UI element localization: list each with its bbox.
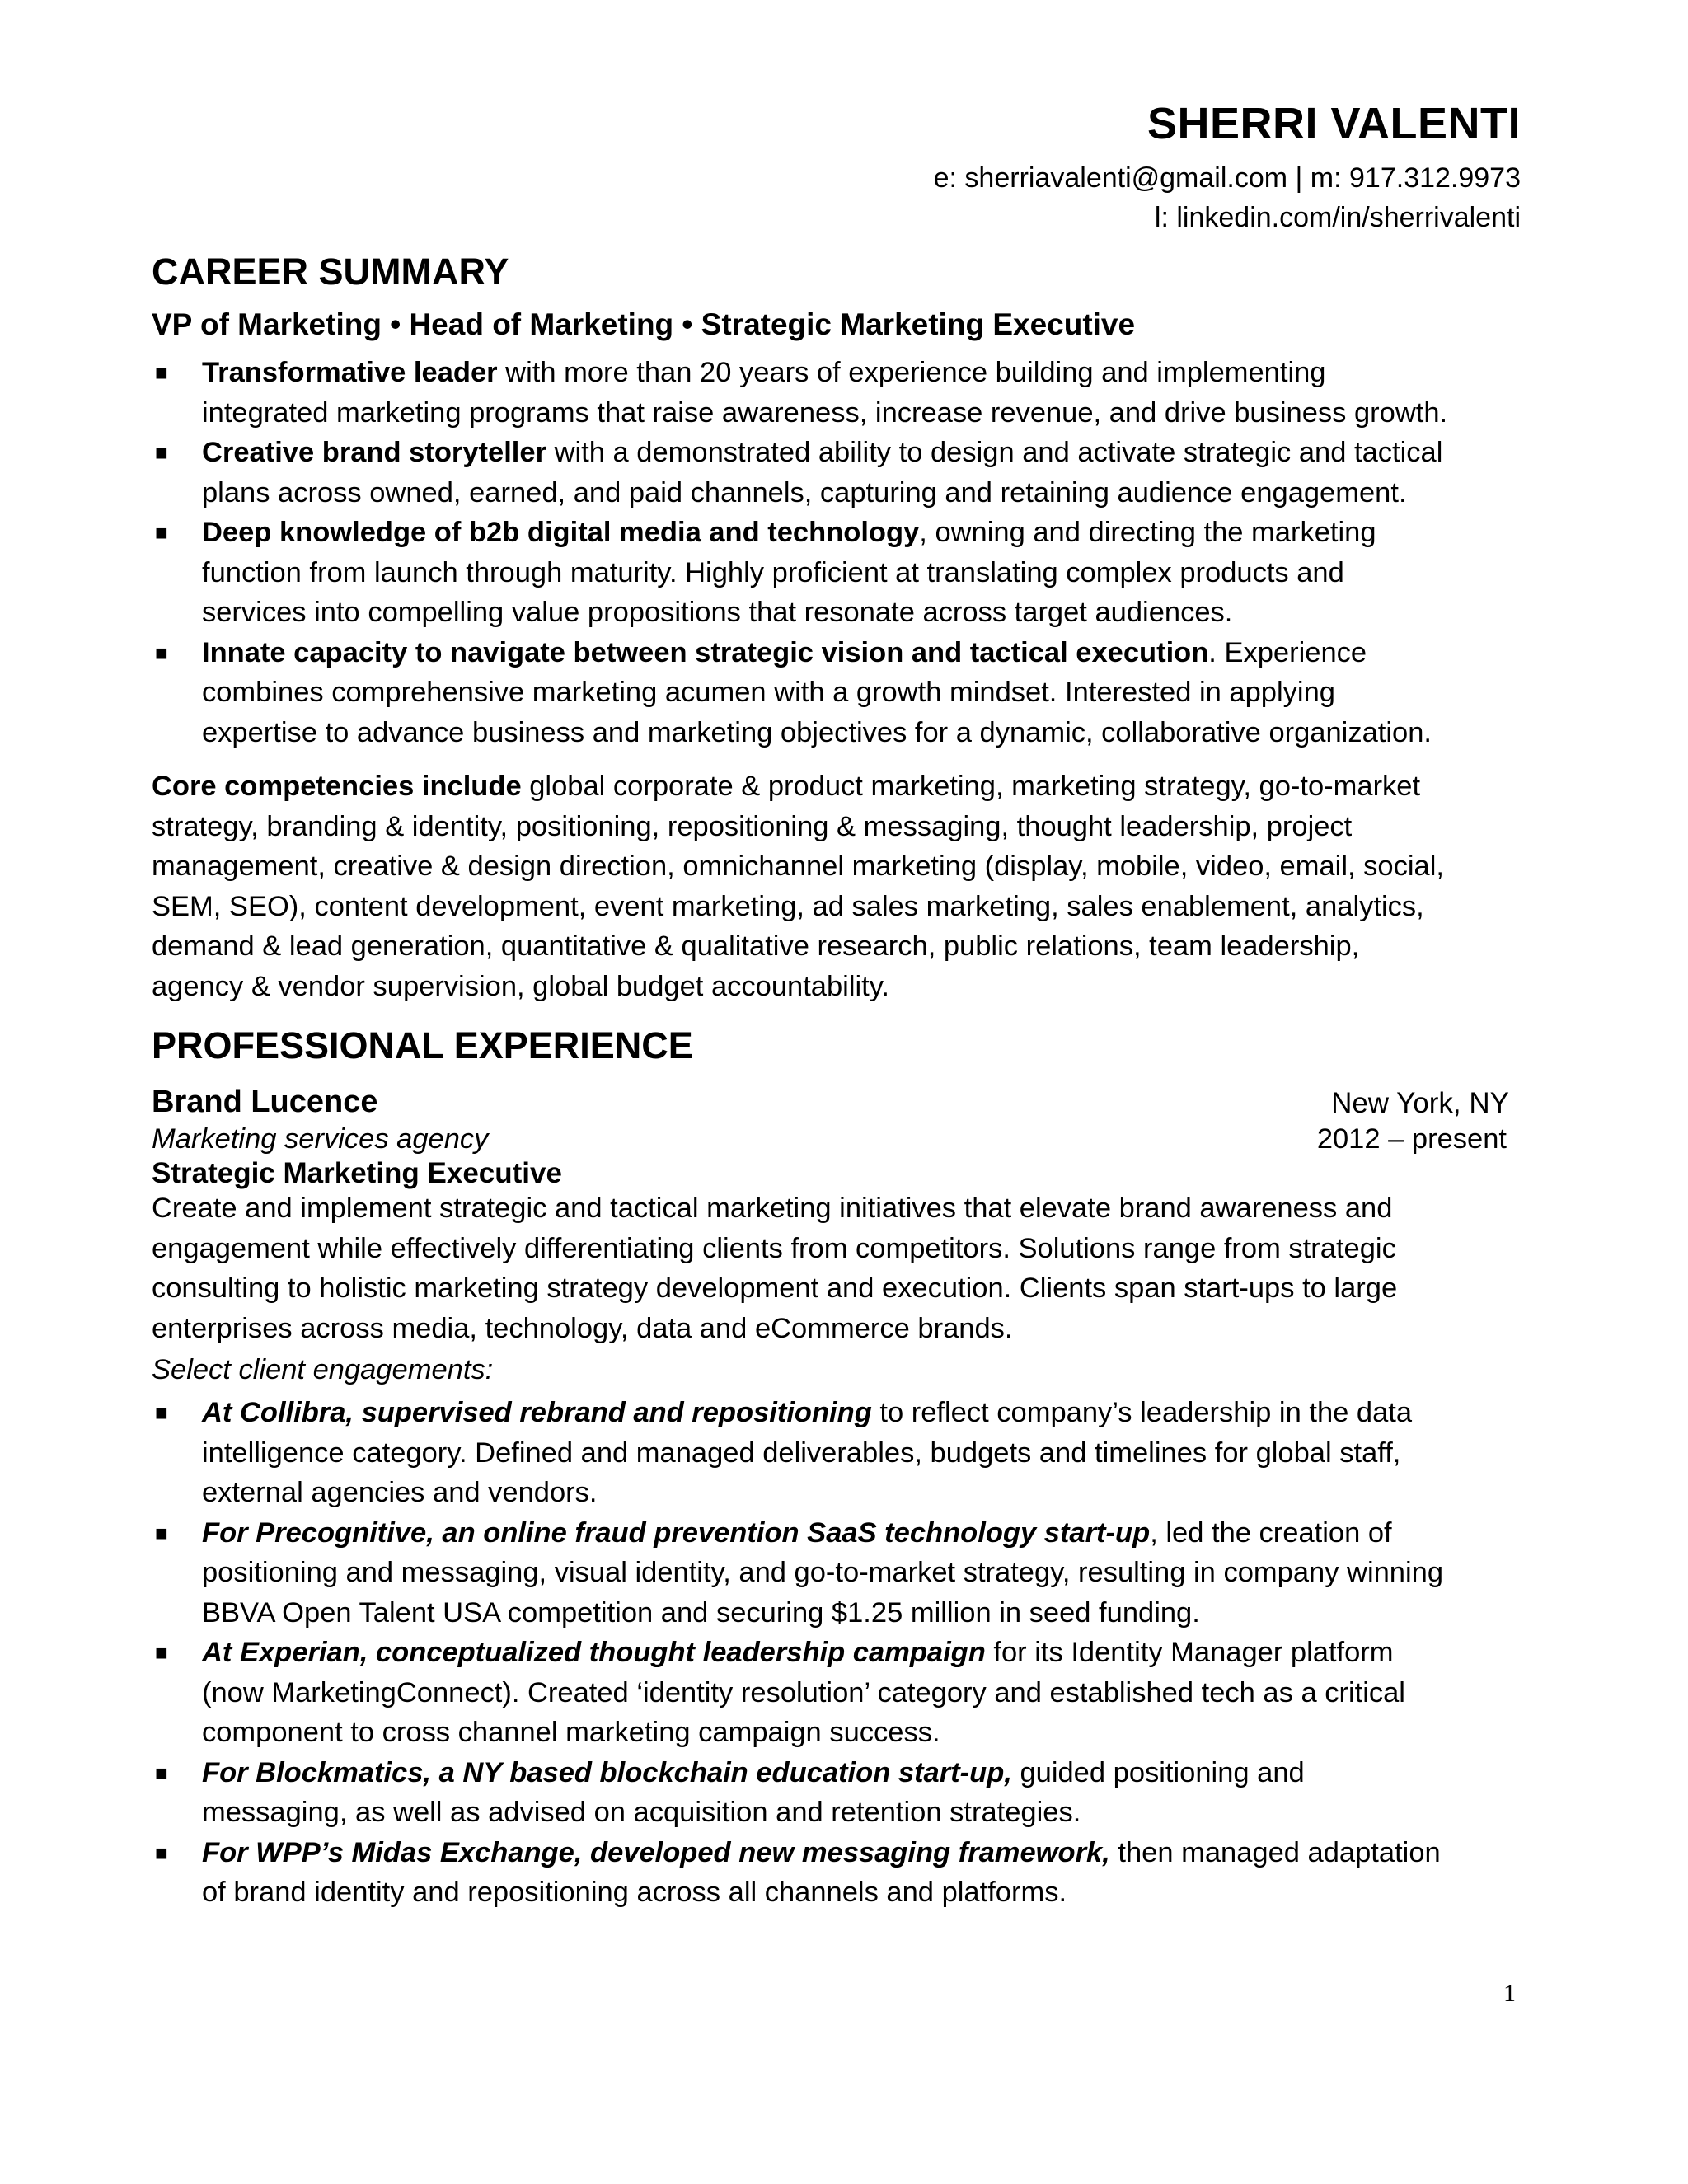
core-competencies: Core competencies include global corporate & product marketing, marketing strategy, go-to-market strategy, branding & identity, positioning, repositioning & messaging, thought leadership, project management, creative & design direction, omnichannel marketing (display, mobile, video, email, social, SEM, SEO), content development, event marketing, ad sales marketing, sales enablement, analytics, demand & lead generation, quantitative & qualitative research, public relations, team leadership, agency & vendor supervision, global budget accountability. xyxy=(152,771,1444,1002)
contact-linkedin: l: linkedin.com/in/sherrivalenti xyxy=(1154,202,1521,233)
bullet-square-icon: ■ xyxy=(155,1760,168,1785)
company-location: New York, NY xyxy=(1331,1087,1509,1119)
career-summary-bullets xyxy=(152,353,1536,752)
employment-dates: 2012 – present xyxy=(1316,1123,1507,1155)
company-name: Brand Lucence xyxy=(152,1085,378,1119)
job-description: Create and implement strategic and tactical marketing initiatives that elevate brand awareness and engagement while effectively differentiating clients from competitors. Solutions range from strategic consulting to holistic marketing strategy development and execution. Clients span start-ups to large enterprises across media, technology, data and eCommerce brands. xyxy=(152,1193,1398,1344)
bullet-square-icon: ■ xyxy=(155,440,168,465)
list-item: ■ For WPP’s Midas Exchange, developed new messaging framework, then managed adaptation of brand identity and repositioning across all channels and platforms. xyxy=(152,1833,1536,1913)
bullet-square-icon: ■ xyxy=(155,360,168,385)
bullet-square-icon: ■ xyxy=(155,520,168,545)
list-item: ■ At Experian, conceptualized thought leadership campaign for its Identity Manager platform (now MarketingConnect). Created ‘identity resolution’ category and established tech as a critical component to cross channel marketing campaign success. xyxy=(152,1633,1536,1753)
bullet-square-icon: ■ xyxy=(155,1840,168,1865)
list-item: ■ Innate capacity to navigate between strategic vision and tactical execution. Experience combines comprehensive marketing acumen with a growth mindset. Interested in applying expertise to advance business and marketing objectives for a dynamic, collaborative organization. xyxy=(152,633,1536,753)
bullet-square-icon: ■ xyxy=(155,640,168,665)
professional-experience-heading: PROFESSIONAL EXPERIENCE xyxy=(152,1024,693,1066)
list-item: ■ At Collibra, supervised rebrand and repositioning to reflect company’s leadership in the data intelligence category. Defined and managed deliverables, budgets and timelines for global staff, external agencies and vendors. xyxy=(152,1393,1536,1513)
list-item: ■ Creative brand storyteller with a demonstrated ability to design and activate strategic and tactical plans across owned, earned, and paid channels, capturing and retaining audience engagement. xyxy=(152,433,1536,513)
list-item: ■ Transformative leader with more than 20 years of experience building and implementing integrated marketing programs that raise awareness, increase revenue, and drive business growth. xyxy=(152,353,1536,433)
bullet-square-icon: ■ xyxy=(155,1520,168,1545)
select-engagements-label: Select client engagements: xyxy=(152,1354,494,1385)
company-type: Marketing services agency xyxy=(152,1123,489,1155)
list-item: ■ Deep knowledge of b2b digital media and technology, owning and directing the marketing function from launch through maturity. Highly proficient at translating complex products and services into compelling value propositions that resonate across target audiences. xyxy=(152,513,1536,633)
page-number: 1 xyxy=(1503,1980,1516,2007)
list-item: ■ For Precognitive, an online fraud prevention SaaS technology start-up, led the creation of positioning and messaging, visual identity, and go-to-market strategy, resulting in company winning BBVA Open Talent USA competition and securing $1.25 million in seed funding. xyxy=(152,1513,1536,1633)
client-engagement-bullets xyxy=(152,1393,1536,1913)
career-summary-heading: CAREER SUMMARY xyxy=(152,251,509,293)
list-item: ■ For Blockmatics, a NY based blockchain education start-up, guided positioning and messaging, as well as advised on acquisition and retention strategies. xyxy=(152,1753,1536,1833)
contact-email-phone: e: sherriavalenti@gmail.com | m: 917.312.9973 xyxy=(933,162,1521,194)
bullet-square-icon: ■ xyxy=(155,1400,168,1425)
candidate-name: SHERRI VALENTI xyxy=(1146,99,1521,148)
job-title: Strategic Marketing Executive xyxy=(152,1157,562,1189)
career-summary-subheading: VP of Marketing • Head of Marketing • Strategic Marketing Executive xyxy=(152,307,1136,341)
bullet-square-icon: ■ xyxy=(155,1640,168,1665)
